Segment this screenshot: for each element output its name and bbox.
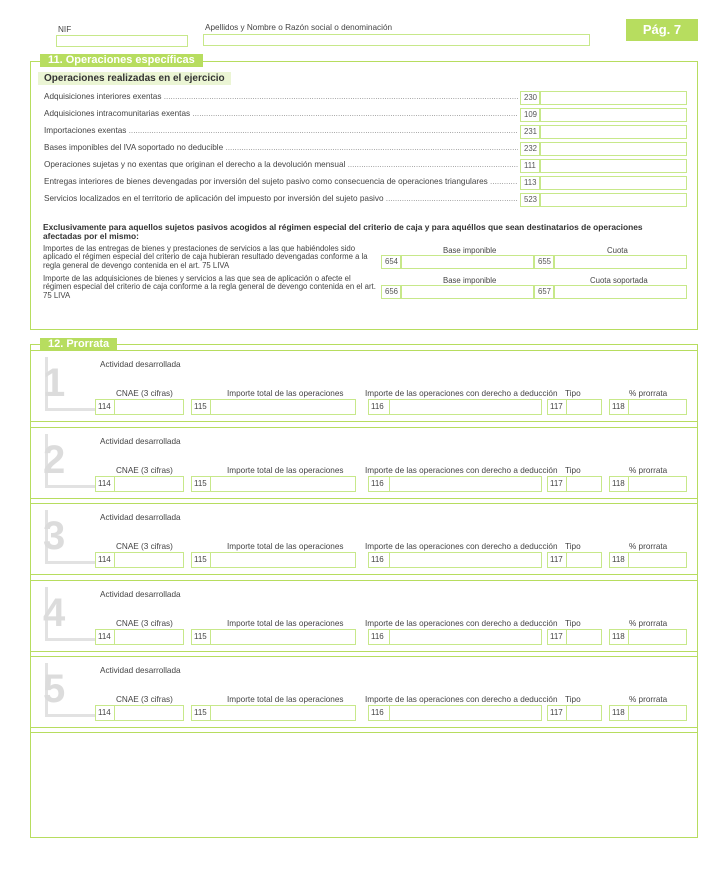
field-code-cnae: 114 bbox=[98, 478, 111, 488]
column-label-total: Importe total de las operaciones bbox=[227, 618, 344, 628]
operation-row-field[interactable] bbox=[540, 108, 687, 122]
caja-col1-field[interactable] bbox=[401, 255, 534, 269]
field-total[interactable] bbox=[191, 476, 356, 492]
field-input-total[interactable] bbox=[210, 399, 356, 415]
caja-col1-code: 654 bbox=[381, 255, 401, 269]
field-cnae[interactable] bbox=[95, 399, 184, 415]
operation-row-label: Adquisiciones interiores exentas ..... bbox=[44, 92, 518, 101]
field-input-deduccion[interactable] bbox=[389, 705, 542, 721]
operation-row-label: Entregas interiores de bienes devengadas por inversión del sujeto pasivo como consecuencia de operaciones triangulares ..... bbox=[44, 177, 518, 186]
activity-label: Actividad desarrollada bbox=[100, 589, 181, 599]
column-label-prorrata: % prorrata bbox=[629, 542, 668, 551]
field-tipo[interactable] bbox=[547, 476, 602, 492]
column-label-tipo: Tipo bbox=[565, 695, 581, 704]
operation-row-label: Operaciones sujetas y no exentas que originan el derecho a la devolución mensual ..... bbox=[44, 160, 518, 169]
column-label-prorrata: % prorrata bbox=[629, 465, 668, 475]
field-code-total: 115 bbox=[194, 631, 207, 641]
field-code-cnae: 114 bbox=[98, 555, 111, 564]
operation-row-field[interactable] bbox=[540, 142, 687, 156]
column-label-prorrata: % prorrata bbox=[629, 389, 668, 398]
caja-col2-label: Cuota soportada bbox=[590, 276, 648, 285]
field-input-tipo[interactable] bbox=[566, 705, 602, 721]
column-label-cnae: CNAE (3 cifras) bbox=[116, 389, 173, 398]
page-number-badge: Pág. 7 bbox=[626, 19, 698, 41]
caja-col2-label: Cuota bbox=[607, 246, 628, 255]
field-input-prorrata[interactable] bbox=[628, 552, 687, 568]
operation-row-field[interactable] bbox=[540, 176, 687, 190]
field-code-tipo: 117 bbox=[550, 708, 563, 717]
field-deduccion[interactable] bbox=[368, 476, 542, 492]
field-code-prorrata: 118 bbox=[612, 708, 625, 717]
column-label-total: Importe total de las operaciones bbox=[227, 695, 344, 704]
field-cnae[interactable] bbox=[95, 476, 184, 492]
field-deduccion[interactable] bbox=[368, 399, 542, 415]
nif-label: NIF bbox=[58, 25, 72, 34]
caja-col1-field[interactable] bbox=[401, 285, 534, 299]
column-label-deduccion: Importe de las operaciones con derecho a deducción bbox=[365, 618, 558, 628]
field-prorrata[interactable] bbox=[609, 705, 687, 721]
field-input-deduccion[interactable] bbox=[389, 552, 542, 568]
operation-row-label: Servicios localizados en el territorio de aplicación del impuesto por inversión del sujeto pasivo ..... bbox=[44, 194, 518, 203]
caja-col1-label: Base imponible bbox=[443, 246, 497, 255]
operation-row-code: 231 bbox=[520, 125, 540, 139]
name-field[interactable] bbox=[203, 34, 590, 46]
caja-col2-field[interactable] bbox=[554, 285, 687, 299]
field-deduccion[interactable] bbox=[368, 629, 542, 645]
field-total[interactable] bbox=[191, 629, 356, 645]
field-input-prorrata[interactable] bbox=[628, 629, 687, 645]
activity-label: Actividad desarrollada bbox=[100, 666, 181, 675]
field-total[interactable] bbox=[191, 399, 356, 415]
operation-row-field[interactable] bbox=[540, 159, 687, 173]
field-code-prorrata: 118 bbox=[612, 402, 625, 411]
block-number: 5 bbox=[43, 667, 66, 711]
field-code-deduccion: 116 bbox=[371, 708, 384, 717]
column-label-cnae: CNAE (3 cifras) bbox=[116, 465, 173, 475]
field-code-tipo: 117 bbox=[550, 555, 563, 564]
field-input-total[interactable] bbox=[210, 629, 356, 645]
field-input-tipo[interactable] bbox=[566, 399, 602, 415]
column-label-tipo: Tipo bbox=[565, 465, 581, 475]
column-label-cnae: CNAE (3 cifras) bbox=[116, 695, 173, 704]
operation-row-code: 232 bbox=[520, 142, 540, 156]
operation-row-code: 109 bbox=[520, 108, 540, 122]
operation-row-label: Adquisiciones intracomunitarias exentas ..... bbox=[44, 109, 518, 118]
field-prorrata[interactable] bbox=[609, 476, 687, 492]
field-code-deduccion: 116 bbox=[371, 402, 384, 411]
field-input-cnae[interactable] bbox=[114, 399, 184, 415]
operation-row-label: Importaciones exentas ..... bbox=[44, 126, 518, 135]
operation-row-field[interactable] bbox=[540, 125, 687, 139]
field-input-cnae[interactable] bbox=[114, 705, 184, 721]
column-label-deduccion: Importe de las operaciones con derecho a deducción bbox=[365, 389, 558, 398]
block-number: 4 bbox=[43, 590, 66, 635]
field-code-tipo: 117 bbox=[550, 478, 563, 488]
operation-row-field[interactable] bbox=[540, 91, 687, 105]
field-code-cnae: 114 bbox=[98, 631, 111, 641]
field-input-deduccion[interactable] bbox=[389, 399, 542, 415]
column-label-deduccion: Importe de las operaciones con derecho a deducción bbox=[365, 465, 558, 475]
field-input-cnae[interactable] bbox=[114, 552, 184, 568]
caja-row-text: Importe de las adquisiciones de bienes y servicios a las que sea de aplicación o afecte el régimen especial del criterio de caja conforme a la regla general de devengo contenida en el art. 75 LIVA bbox=[43, 274, 376, 300]
caja-col1-code: 656 bbox=[381, 285, 401, 299]
caja-col2-code: 657 bbox=[534, 285, 554, 299]
field-input-total[interactable] bbox=[210, 476, 356, 492]
caja-col2-field[interactable] bbox=[554, 255, 687, 269]
field-code-deduccion: 116 bbox=[371, 631, 384, 641]
caja-col1-label: Base imponible bbox=[443, 276, 497, 285]
field-code-tipo: 117 bbox=[550, 631, 563, 641]
field-input-cnae[interactable] bbox=[114, 629, 184, 645]
field-prorrata[interactable] bbox=[609, 629, 687, 645]
field-input-deduccion[interactable] bbox=[389, 629, 542, 645]
field-input-prorrata[interactable] bbox=[628, 705, 687, 721]
field-code-prorrata: 118 bbox=[612, 478, 625, 488]
field-input-total[interactable] bbox=[210, 552, 356, 568]
activity-label: Actividad desarrollada bbox=[100, 436, 181, 446]
activity-label: Actividad desarrollada bbox=[100, 513, 181, 522]
field-code-prorrata: 118 bbox=[612, 555, 625, 564]
operation-row-code: 113 bbox=[520, 176, 540, 190]
field-code-deduccion: 116 bbox=[371, 555, 384, 564]
section-11-title: 11. Operaciones específicas bbox=[40, 54, 203, 67]
column-label-tipo: Tipo bbox=[565, 389, 581, 398]
field-tipo[interactable] bbox=[547, 629, 602, 645]
field-code-cnae: 114 bbox=[98, 708, 111, 717]
section-12-title: 12. Prorrata bbox=[40, 338, 117, 351]
operation-row-label: Bases imponibles del IVA soportado no deducible ..... bbox=[44, 143, 518, 152]
field-input-total[interactable] bbox=[210, 705, 356, 721]
field-cnae[interactable] bbox=[95, 705, 184, 721]
field-deduccion[interactable] bbox=[368, 705, 542, 721]
field-input-prorrata[interactable] bbox=[628, 399, 687, 415]
block-number: 3 bbox=[43, 514, 66, 558]
column-label-tipo: Tipo bbox=[565, 542, 581, 551]
column-label-tipo: Tipo bbox=[565, 618, 581, 628]
block-number: 2 bbox=[43, 437, 66, 482]
column-label-deduccion: Importe de las operaciones con derecho a deducción bbox=[365, 542, 558, 551]
operation-row-field[interactable] bbox=[540, 193, 687, 207]
field-input-cnae[interactable] bbox=[114, 476, 184, 492]
field-code-cnae: 114 bbox=[98, 402, 111, 411]
operation-row-code: 111 bbox=[520, 159, 540, 173]
field-tipo[interactable] bbox=[547, 552, 602, 568]
nif-field[interactable] bbox=[56, 35, 188, 47]
column-label-cnae: CNAE (3 cifras) bbox=[116, 618, 173, 628]
activity-label: Actividad desarrollada bbox=[100, 360, 181, 369]
field-code-tipo: 117 bbox=[550, 402, 563, 411]
field-tipo[interactable] bbox=[547, 705, 602, 721]
field-input-tipo[interactable] bbox=[566, 552, 602, 568]
caja-col2-code: 655 bbox=[534, 255, 554, 269]
caja-note: Exclusivamente para aquellos sujetos pasivos acogidos al régimen especial del criterio de caja y para aquéllos que sean destinatarios de operaciones afectadas por el mismo: bbox=[43, 222, 643, 241]
field-input-tipo[interactable] bbox=[566, 476, 602, 492]
field-code-total: 115 bbox=[194, 402, 207, 411]
field-total[interactable] bbox=[191, 705, 356, 721]
operation-row-code: 523 bbox=[520, 193, 540, 207]
field-cnae[interactable] bbox=[95, 552, 184, 568]
field-prorrata[interactable] bbox=[609, 552, 687, 568]
column-label-deduccion: Importe de las operaciones con derecho a deducción bbox=[365, 695, 558, 704]
operation-row-code: 230 bbox=[520, 91, 540, 105]
field-input-tipo[interactable] bbox=[566, 629, 602, 645]
column-label-total: Importe total de las operaciones bbox=[227, 389, 344, 398]
field-input-deduccion[interactable] bbox=[389, 476, 542, 492]
column-label-total: Importe total de las operaciones bbox=[227, 542, 344, 551]
field-prorrata[interactable] bbox=[609, 399, 687, 415]
field-tipo[interactable] bbox=[547, 399, 602, 415]
field-code-total: 115 bbox=[194, 478, 207, 488]
section-11-subtitle: Operaciones realizadas en el ejercicio bbox=[38, 72, 231, 85]
field-code-total: 115 bbox=[194, 555, 207, 564]
block-number: 1 bbox=[43, 361, 66, 405]
column-label-prorrata: % prorrata bbox=[629, 695, 668, 704]
column-label-prorrata: % prorrata bbox=[629, 618, 668, 628]
field-input-prorrata[interactable] bbox=[628, 476, 687, 492]
caja-row-text: Importes de las entregas de bienes y prestaciones de servicios a las que habiéndoles sido aplicado el régimen especial del criterio de caja hubieran resultado devengadas conforme a la regla general de devengo contenida en el art. 75 LIVA bbox=[43, 244, 368, 270]
field-code-prorrata: 118 bbox=[612, 631, 625, 641]
column-label-cnae: CNAE (3 cifras) bbox=[116, 542, 173, 551]
field-total[interactable] bbox=[191, 552, 356, 568]
column-label-total: Importe total de las operaciones bbox=[227, 465, 344, 475]
field-code-deduccion: 116 bbox=[371, 478, 384, 488]
field-deduccion[interactable] bbox=[368, 552, 542, 568]
name-label: Apellidos y Nombre o Razón social o denominación bbox=[205, 23, 393, 32]
field-cnae[interactable] bbox=[95, 629, 184, 645]
empty-block bbox=[30, 732, 698, 838]
field-code-total: 115 bbox=[194, 708, 207, 717]
